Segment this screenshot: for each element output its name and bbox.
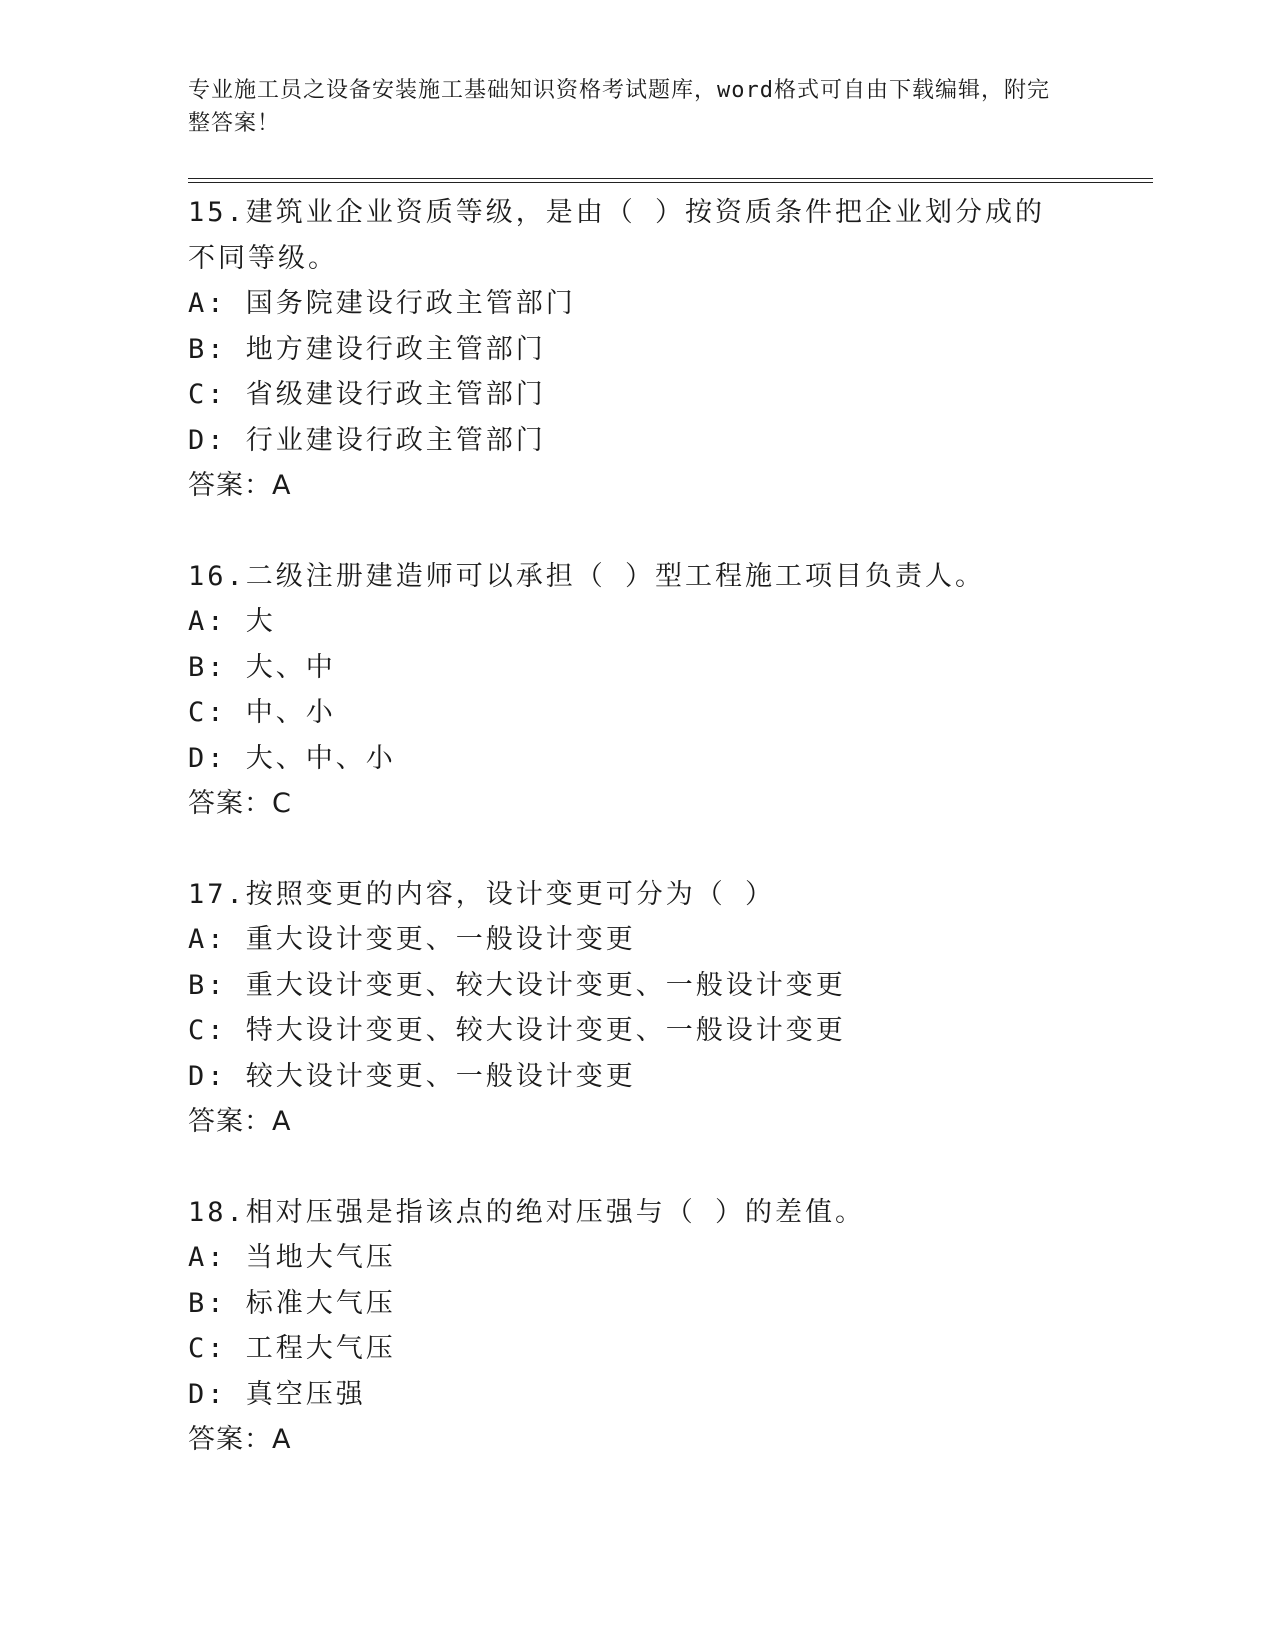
question-18 bbox=[188, 1190, 1088, 1463]
option-b: B: 重大设计变更、较大设计变更、一般设计变更 bbox=[188, 969, 846, 1001]
option-d: D: 真空压强 bbox=[188, 1378, 366, 1410]
question-15 bbox=[188, 190, 1088, 509]
question-text: 17.按照变更的内容，设计变更可分为（ ） bbox=[188, 878, 776, 910]
question-text: 15.建筑业企业资质等级，是由（ ）按资质条件把企业划分成的不同等级。 bbox=[188, 197, 1046, 274]
question-list bbox=[188, 190, 1088, 1508]
question-16 bbox=[188, 554, 1088, 827]
option-b: B: 大、中 bbox=[188, 651, 336, 683]
question-text: 18.相对压强是指该点的绝对压强与（ ）的差值。 bbox=[188, 1196, 866, 1228]
option-c: C: 省级建设行政主管部门 bbox=[188, 379, 546, 410]
option-c: C: 工程大气压 bbox=[188, 1333, 396, 1364]
page-header: 专业施工员之设备安装施工基础知识资格考试题库，word格式可自由下载编辑，附完整答案！ bbox=[188, 78, 1050, 136]
option-c: C: 特大设计变更、较大设计变更、一般设计变更 bbox=[188, 1015, 846, 1046]
answer: 答案：C bbox=[188, 788, 292, 819]
header-divider bbox=[188, 178, 1153, 183]
question-17 bbox=[188, 872, 1088, 1145]
option-d: D: 大、中、小 bbox=[188, 742, 396, 774]
option-d: D: 较大设计变更、一般设计变更 bbox=[188, 1060, 636, 1092]
option-b: B: 地方建设行政主管部门 bbox=[188, 333, 546, 365]
option-a: A: 大 bbox=[188, 606, 276, 637]
answer: 答案：A bbox=[188, 1106, 292, 1137]
option-c: C: 中、小 bbox=[188, 697, 336, 728]
option-a: A: 当地大气压 bbox=[188, 1242, 396, 1273]
question-text: 16.二级注册建造师可以承担（ ）型工程施工项目负责人。 bbox=[188, 560, 986, 592]
option-a: A: 重大设计变更、一般设计变更 bbox=[188, 924, 636, 955]
option-a: A: 国务院建设行政主管部门 bbox=[188, 288, 576, 319]
option-d: D: 行业建设行政主管部门 bbox=[188, 424, 546, 456]
answer: 答案：A bbox=[188, 470, 292, 501]
answer: 答案：A bbox=[188, 1424, 292, 1455]
option-b: B: 标准大气压 bbox=[188, 1287, 396, 1319]
